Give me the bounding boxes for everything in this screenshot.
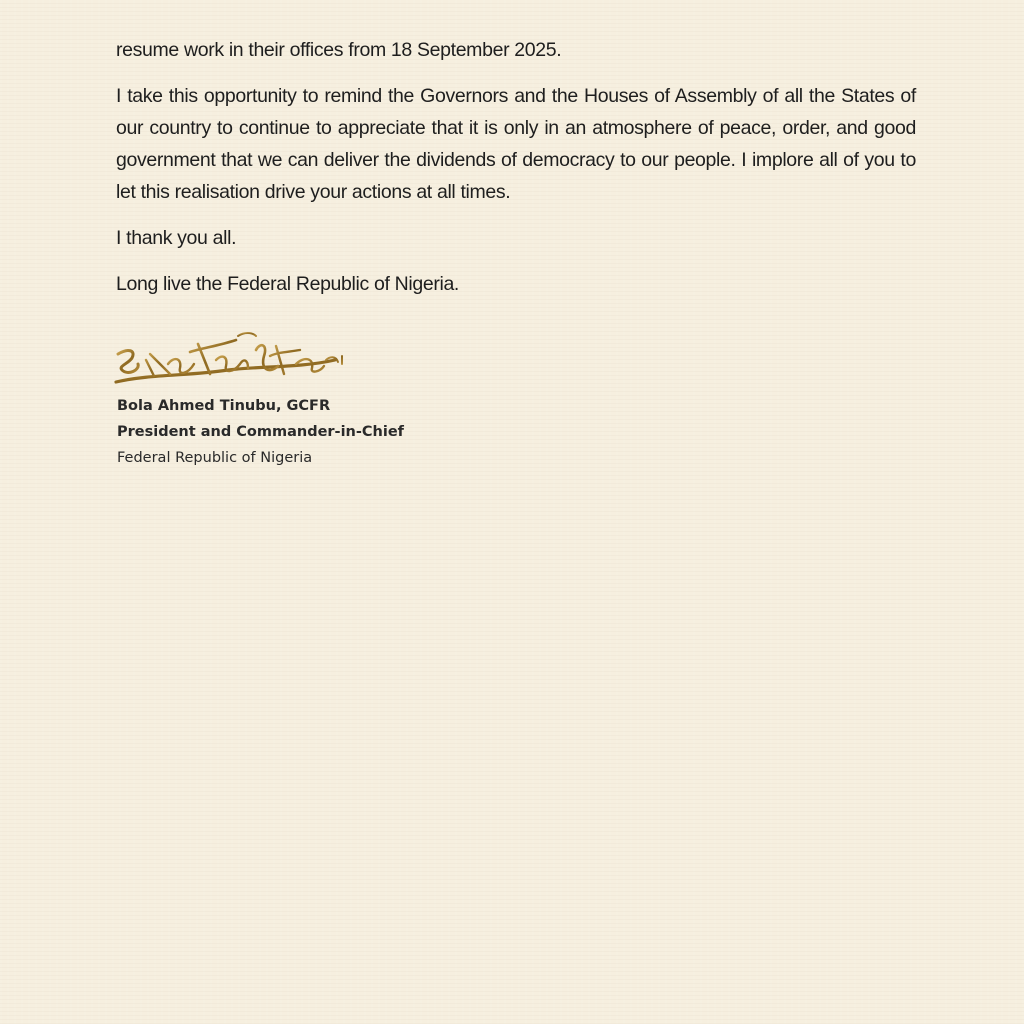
- signatory-name: Bola Ahmed Tinubu, GCFR: [117, 398, 331, 414]
- signature-image: [110, 330, 350, 392]
- signatory-block: [117, 393, 404, 471]
- paragraph-long-live: Long live the Federal Republic of Nigeria.: [116, 273, 460, 295]
- paragraph-thanks: I thank you all.: [116, 227, 237, 249]
- paragraph-reminder: I take this opportunity to remind the Governors and the Houses of Assembly of all the States of our country to continue to appreciate that it is only in an atmosphere of peace, order, and good government that we can deliver the dividends of democracy to our people. I implore all of you to let this realisation drive your actions at all times.: [116, 85, 916, 203]
- signatory-office: Federal Republic of Nigeria: [117, 450, 313, 466]
- letter-body: [116, 34, 916, 314]
- paragraph-resume-work: resume work in their offices from 18 September 2025.: [116, 39, 562, 61]
- signatory-title: President and Commander-in-Chief: [117, 424, 404, 440]
